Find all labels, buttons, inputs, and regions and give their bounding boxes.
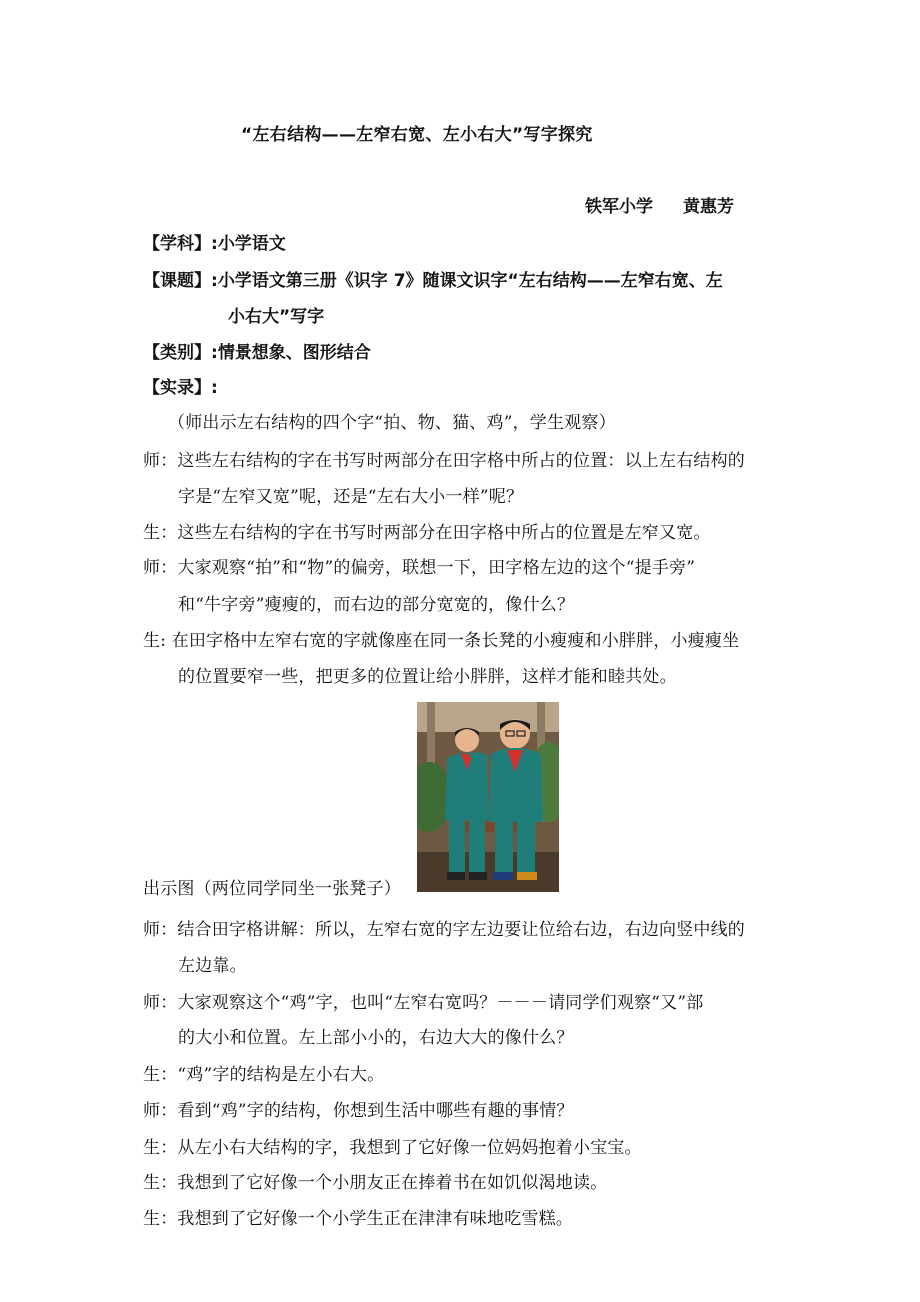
- author-name: 黄惠芳: [683, 197, 734, 217]
- students-illustration: [417, 702, 559, 892]
- paragraph: 生: 在田字格中左窄右宽的字就像座在同一条长凳的小瘦瘦和小胖胖，小瘦瘦坐: [143, 631, 740, 651]
- paragraph: 师：这些左右结构的字在书写时两部分在田字格中所占的位置：以上左右结构的: [143, 451, 745, 471]
- category-value: 情景想象、图形结合: [217, 343, 371, 363]
- paragraph: 生：这些左右结构的字在书写时两部分在田字格中所占的位置是左窄又宽。: [143, 523, 711, 543]
- paragraph: 生：“鸡”字的结构是左小右大。: [143, 1065, 385, 1085]
- paragraph: 生：我想到了它好像一个小学生正在津津有味地吃雪糕。: [143, 1209, 573, 1229]
- record-label: 【实录】:: [143, 378, 218, 398]
- paragraph: 的大小和位置。左上部小小的，右边大大的像什么？: [178, 1028, 574, 1048]
- author-school: 铁军小学: [585, 197, 653, 217]
- subject-value: 小学语文: [217, 234, 286, 254]
- document-title: “左右结构——左窄右宽、左小右大”写字探究: [241, 125, 593, 145]
- paragraph: 字是“左窄又宽”呢，还是“左右大小一样”呢？: [178, 487, 524, 507]
- paragraph: （师出示左右结构的四个字“拍、物、猫、鸡”，学生观察）: [168, 413, 616, 433]
- category-label: 【类别】:: [143, 343, 218, 363]
- students-photo: [417, 702, 559, 892]
- topic-value-1: 小学语文第三册《识字 7》随课文识字“左右结构——左窄右宽、左: [217, 271, 723, 291]
- paragraph: 生：我想到了它好像一个小朋友正在捧着书在如饥似渴地读。: [143, 1173, 608, 1193]
- author-line: [585, 192, 734, 217]
- paragraph: 师：看到“鸡”字的结构，你想到生活中哪些有趣的事情？: [143, 1101, 574, 1121]
- paragraph: 师：大家观察“拍”和“物”的偏旁，联想一下，田字格左边的这个“提手旁”: [143, 558, 696, 578]
- topic-line-2: 小右大”写字: [228, 307, 325, 327]
- paragraph: 师：结合田字格讲解：所以，左窄右宽的字左边要让位给右边，右边向竖中线的: [143, 920, 745, 940]
- topic-label: 【课题】:: [143, 271, 218, 291]
- paragraph: 的位置要窄一些，把更多的位置让给小胖胖，这样才能和睦共处。: [178, 667, 677, 687]
- paragraph: 左边靠。: [178, 956, 247, 976]
- paragraph: 师：大家观察这个“鸡”字，也叫“左窄右宽吗？－－－请同学们观察“又”部: [143, 993, 704, 1013]
- subject-line: [143, 229, 286, 254]
- category-line: [143, 338, 371, 363]
- topic-line-1: [143, 266, 723, 291]
- paragraph: 和“牛字旁”瘦瘦的，而右边的部分宽宽的，像什么？: [178, 595, 575, 615]
- subject-label: 【学科】:: [143, 234, 218, 254]
- image-caption: 出示图（两位同学同坐一张凳子）: [143, 879, 401, 899]
- paragraph: 生：从左小右大结构的字，我想到了它好像一位妈妈抱着小宝宝。: [143, 1138, 642, 1158]
